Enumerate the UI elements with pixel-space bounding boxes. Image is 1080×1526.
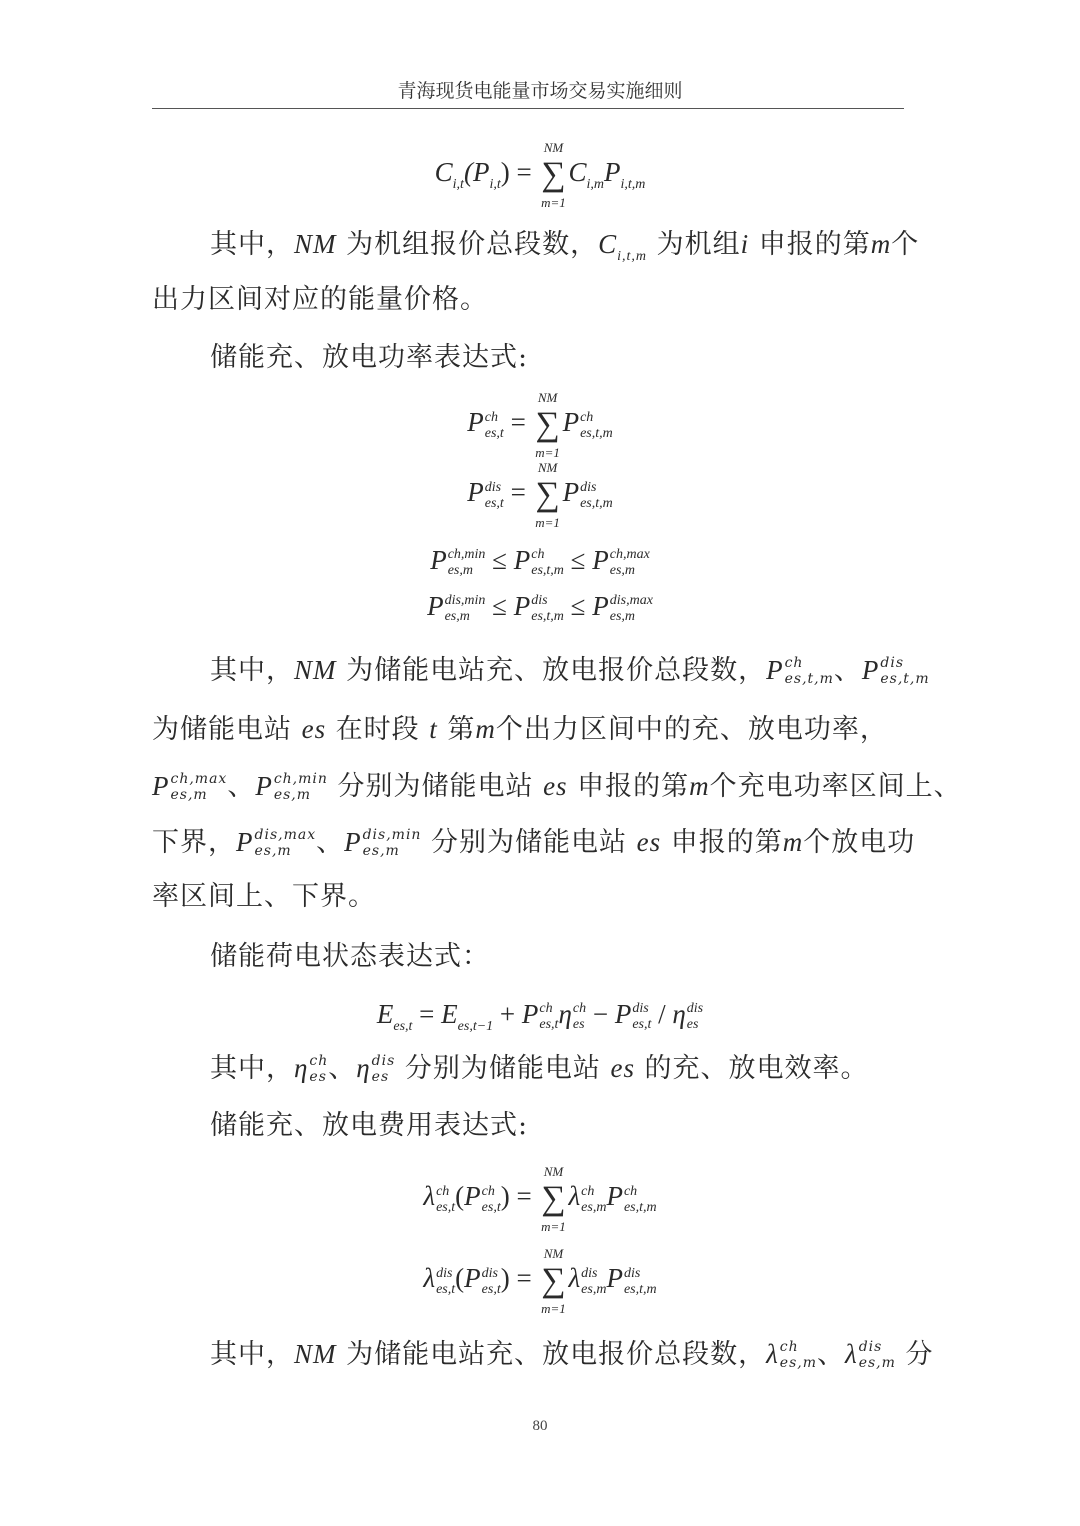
equation-charge-cost: λ ch es,t (P ch es,t ) = NM ∑ m=1 λ ch es,m P ch es,t,m	[423, 1164, 657, 1234]
equation-state-of-charge: $E_{es,t} = E_{es,t-1} + P$ ch es,t η ch es − P dis es,t / η dis es	[376, 999, 704, 1034]
eq1-arg: (P	[463, 157, 490, 188]
header-rule	[152, 108, 904, 109]
eq1-lhs-sub: i,t	[452, 177, 464, 193]
summation-sign: NM ∑ m=1	[535, 460, 560, 530]
equation-discharge-power: P dis es,t = NM ∑ m=1 P dis es,t,m	[467, 460, 613, 530]
equation-charge-power: P ch es,t = NM ∑ m=1 P ch es,t,m	[467, 390, 613, 460]
paragraph-storage-power-definition: 其中，NM 为储能电站充、放电报价总段数，P ch es,t,m 、P dis es,t,m	[210, 655, 930, 687]
summation-sign: NM ∑ m=1	[535, 390, 560, 460]
summation-sign: NM ∑ m=1	[541, 1164, 566, 1234]
eq1-power: P	[603, 157, 621, 188]
paragraph-unit-definition-line2: 出力区间对应的能量价格。	[152, 284, 488, 315]
paragraph-storage-power-line2: 为储能电站 es 在时段 t 第m个出力区间中的充、放电功率，	[152, 714, 888, 745]
equation-unit-cost: $C_{i,t}(P_{i,t})$ = NM ∑ m=1 $C_{i,m}P_{i,t,m}$	[434, 140, 646, 210]
heading-storage-cost: 储能充、放电费用表达式:	[210, 1110, 529, 1141]
paragraph-cost-definition: 其中，NM 为储能电站充、放电报价总段数，λ ch es,m 、λ dis es,m 分	[210, 1339, 934, 1371]
equation-discharge-bounds: P dis,min es,m ≤ P dis es,t,m ≤ P dis,max es,m	[427, 591, 653, 625]
paragraph-storage-power-line4: 下界，P dis,max es,m 、P dis,min es,m 分别为储能电站 es 申报的第m个放电功	[152, 827, 916, 859]
summation-sign: NM ∑ m=1	[541, 140, 566, 210]
page-number: 80	[532, 1418, 548, 1434]
summation-sign: NM ∑ m=1	[541, 1246, 566, 1316]
eq1-price: C	[568, 157, 587, 188]
running-header: 青海现货电能量市场交易实施细则	[397, 80, 683, 102]
eq1-lhs: C	[434, 157, 453, 188]
equation-discharge-cost: λ dis es,t (P dis es,t ) = NM ∑ m=1 λ dis es,m P dis es,t,m	[423, 1246, 657, 1316]
paragraph-unit-definition: 其中，NM 为机组报价总段数，$C_{i,t,m}$ 为机组i 申报的第m个	[210, 229, 920, 264]
eq1-arg-sub: i,t	[489, 177, 501, 193]
paragraph-storage-power-line5: 率区间上、下界。	[152, 881, 376, 912]
paragraph-storage-power-line3: P ch,max es,m 、P ch,min es,m 分别为储能电站 es 申报的第m个充电功率区间上、	[152, 771, 962, 803]
heading-storage-power: 储能充、放电功率表达式:	[210, 342, 529, 373]
paragraph-efficiency-definition: 其中，η ch es 、η dis es 分别为储能电站 es 的充、放电效率。	[210, 1053, 869, 1085]
heading-state-of-charge: 储能荷电状态表达式：	[210, 941, 490, 972]
eq1-mid: ) =	[500, 157, 532, 188]
equation-charge-bounds: P ch,min es,m ≤ P ch es,t,m ≤ P ch,max es,m	[430, 545, 650, 579]
